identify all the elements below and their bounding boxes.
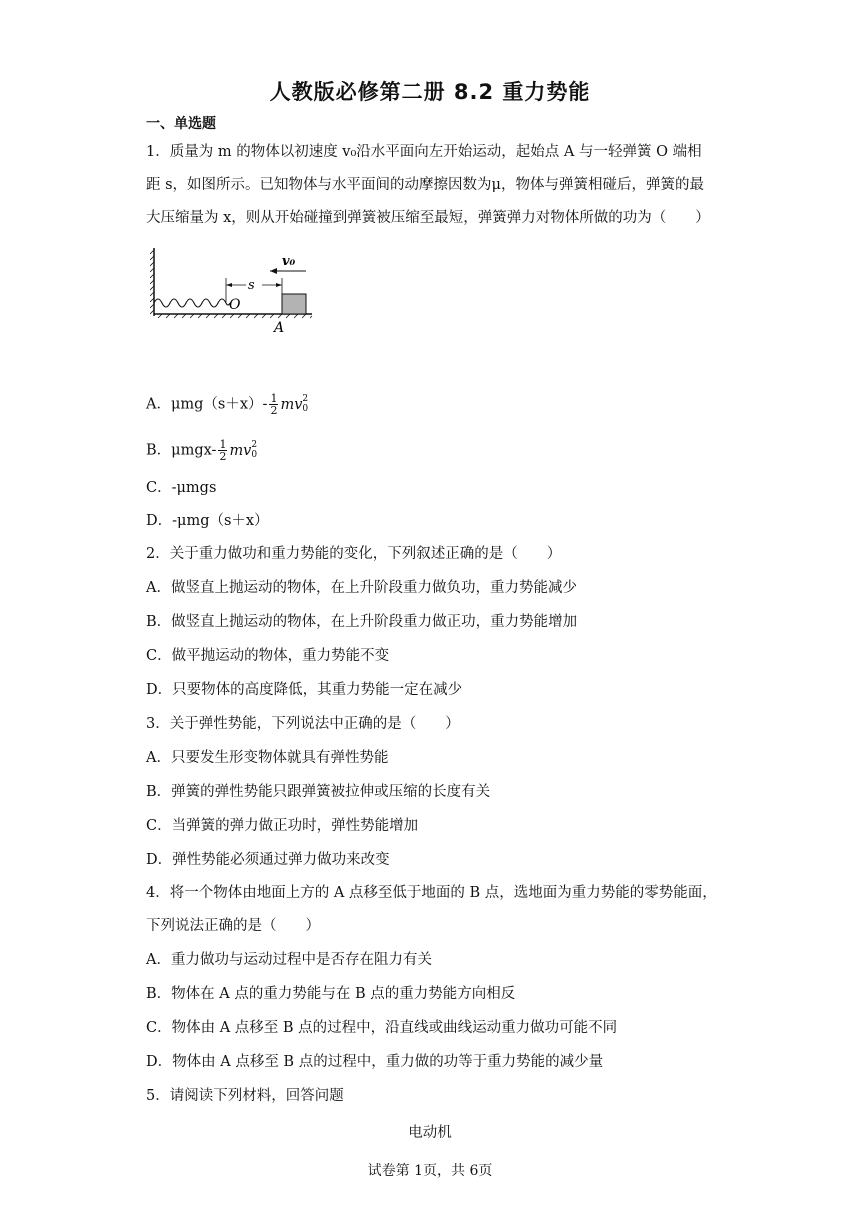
q4-option-c: C．物体由 A 点移至 B 点的过程中，沿直线或曲线运动重力做功可能不同 <box>146 1020 618 1036</box>
q2-option-a: A．做竖直上抛运动的物体，在上升阶段重力做负功，重力势能减少 <box>146 580 577 596</box>
s-label: s <box>248 278 255 293</box>
q1-option-a: A．μmg（s＋x）- $\frac{1}{2}$ mv 2 0 <box>146 392 309 417</box>
q2-option-d: D．只要物体的高度降低，其重力势能一定在减少 <box>146 682 463 698</box>
q1-option-b: B．μmgx- $\frac{1}{2}$ mv 2 0 <box>146 438 258 463</box>
q4-stem-line1: 4．将一个物体由地面上方的 A 点移至低于地面的 B 点，选地面为重力势能的零势能面， <box>146 885 717 901</box>
q2-option-c: C．做平抛运动的物体，重力势能不变 <box>146 648 390 664</box>
q1-stem-line2: 距 s，如图所示。已知物体与水平面间的动摩擦因数为μ，物体与弹簧相碰后，弹簧的最 <box>146 177 704 193</box>
o-label: O <box>229 297 241 313</box>
page-title: 人教版必修第二册 8.2 重力势能 <box>269 80 591 104</box>
q5-stem: 5．请阅读下列材料，回答问题 <box>146 1088 344 1104</box>
section-heading: 一、单选题 <box>146 116 216 132</box>
q1-stem-line3: 大压缩量为 x，则从开始碰撞到弹簧被压缩至最短，弹簧弹力对物体所做的功为（ ） <box>146 210 710 226</box>
q4-option-a: A．重力做功与运动过程中是否存在阻力有关 <box>146 952 432 968</box>
spring-coil <box>154 299 230 307</box>
q3-option-d: D．弹性势能必须通过弹力做功来改变 <box>146 852 390 868</box>
block <box>282 294 306 314</box>
q2-stem: 2．关于重力做功和重力势能的变化，下列叙述正确的是（ ） <box>146 546 562 562</box>
v0-label: v₀ <box>282 254 296 269</box>
q3-option-a: A．只要发生形变物体就具有弹性势能 <box>146 750 389 766</box>
q3-stem: 3．关于弹性势能，下列说法中正确的是（ ） <box>146 716 460 732</box>
spring-block-diagram <box>150 246 320 341</box>
a-label: A <box>274 320 285 336</box>
page-footer: 试卷第 1页，共 6页 <box>367 1163 493 1179</box>
q3-option-c: C．当弹簧的弹力做正功时，弹性势能增加 <box>146 818 419 834</box>
q1-stem-line1: 1．质量为 m 的物体以初速度 v₀沿水平面向左开始运动，起始点 A 与一轻弹簧 O 端相 <box>146 144 702 160</box>
q4-option-b: B．物体在 A 点的重力势能与在 B 点的重力势能方向相反 <box>146 986 516 1002</box>
q4-stem-line2: 下列说法正确的是（ ） <box>146 918 320 934</box>
q1-option-d: D．-μmg（s＋x） <box>146 513 269 529</box>
q5-material-title: 电动机 <box>408 1125 452 1141</box>
q3-option-b: B．弹簧的弹性势能只跟弹簧被拉伸或压缩的长度有关 <box>146 784 491 800</box>
q4-option-d: D．物体由 A 点移至 B 点的过程中，重力做的功等于重力势能的减少量 <box>146 1054 604 1070</box>
q2-option-b: B．做竖直上抛运动的物体，在上升阶段重力做正功，重力势能增加 <box>146 614 578 630</box>
q1-option-c: C．-μmgs <box>146 480 217 496</box>
